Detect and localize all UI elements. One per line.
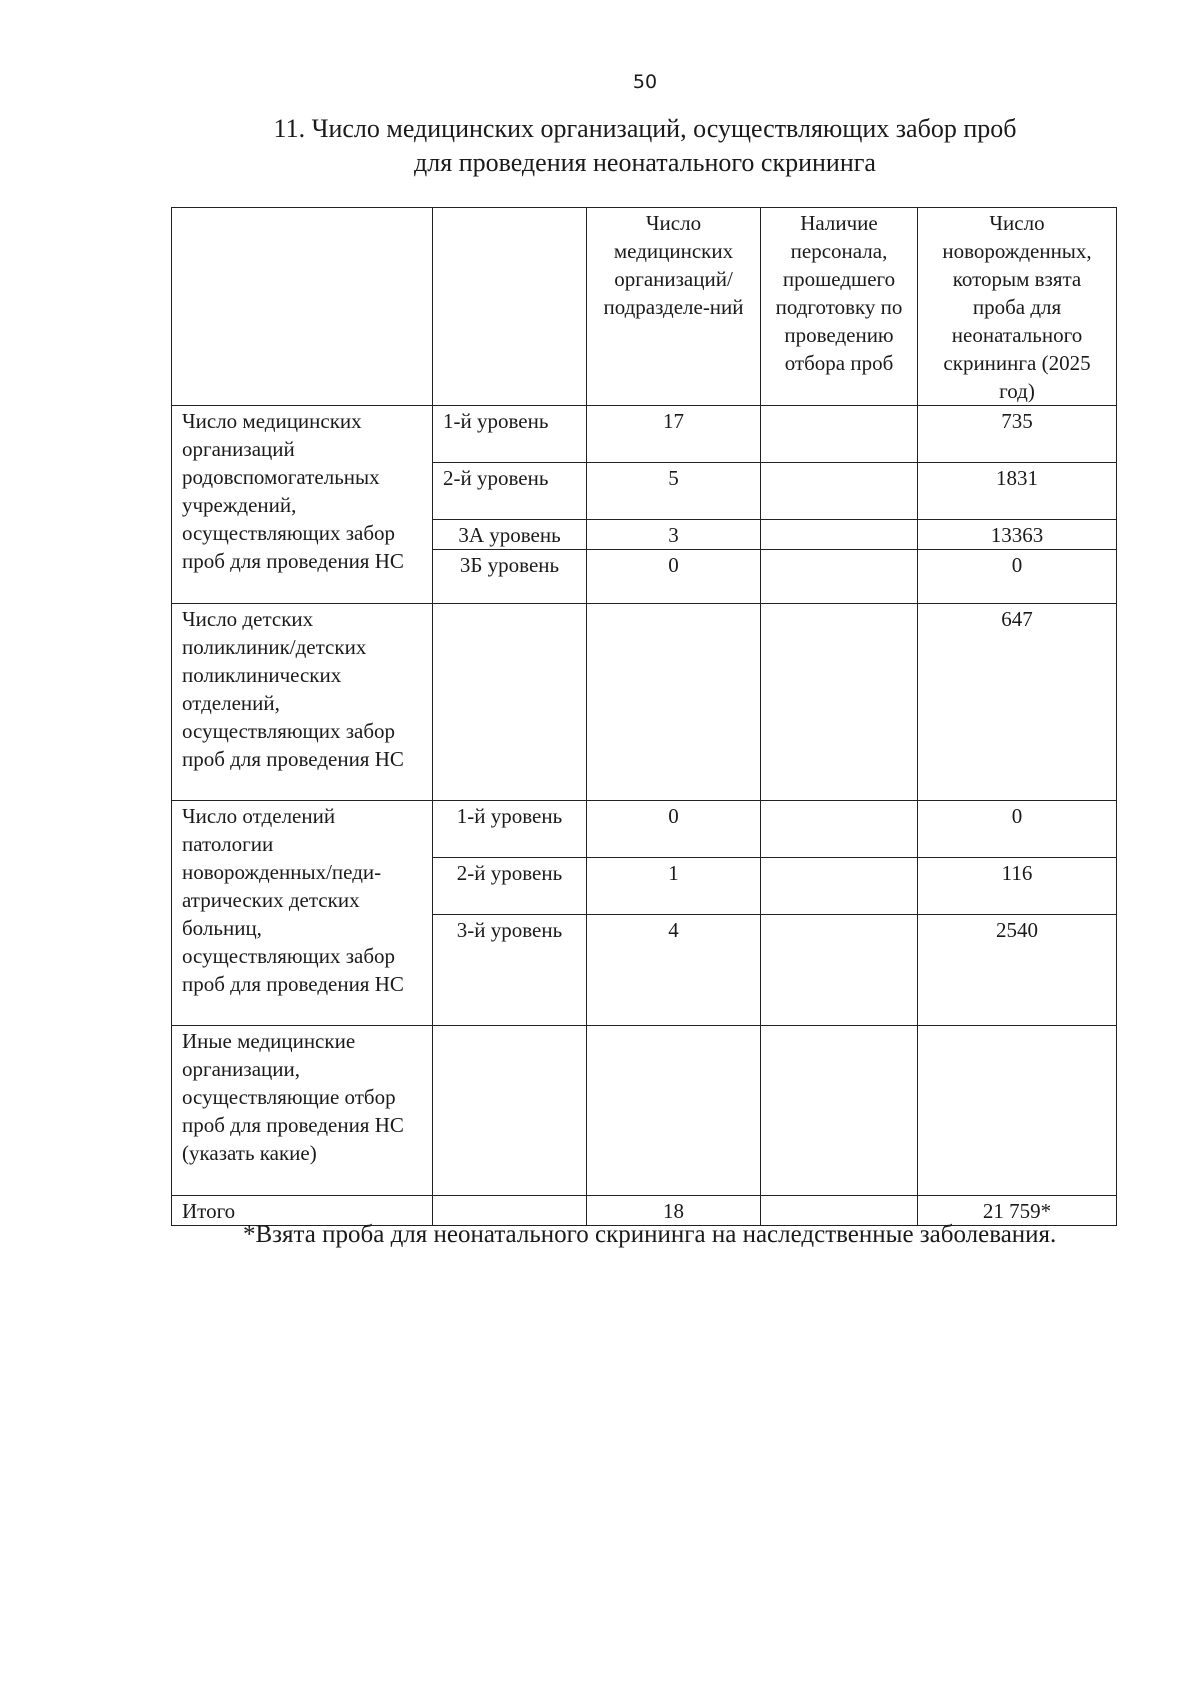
header-newborns-sampled: Число новорожденных, которым взята проба для неонатального скрининга (2025 год) [918,208,1117,406]
table-row [172,604,1117,801]
header-cell-empty-1 [172,208,433,406]
header-row [172,208,1117,406]
group-label-pathology: Число отделений патологии новорожденных/педи-атрических детских больниц, осуществляющих забор проб для проведения НС [172,801,433,1026]
level-cell: 3-й уровень [433,915,587,1026]
table-row [172,1026,1117,1196]
level-cell: 2-й уровень [433,858,587,915]
staff-cell [761,1026,918,1196]
staff-cell [761,858,918,915]
header-trained-staff: Наличие персонала, прошедшего подготовку по проведению отбора проб [761,208,918,406]
level-cell [433,604,587,801]
count-cell: 3 [587,520,761,550]
level-cell: 3А уровень [433,520,587,550]
count-cell: 1 [587,858,761,915]
count-cell: 4 [587,915,761,1026]
header-org-count: Число медицинских организаций/ подразделе-ний [587,208,761,406]
count-cell: 17 [587,406,761,463]
newborns-cell: 13363 [918,520,1117,550]
table-row [172,406,1117,463]
total-label: Итого [172,1196,433,1226]
table-title [150,112,1140,180]
staff-cell [761,463,918,520]
count-cell: 0 [587,801,761,858]
level-cell [433,1026,587,1196]
page-number: 50 [632,71,658,93]
footnote: *Взята проба для неонатального скрининга на наследственные заболевания. [243,1221,1057,1248]
table-row [172,801,1117,858]
header-cell-empty-2 [433,208,587,406]
newborns-cell: 2540 [918,915,1117,1026]
count-cell [587,604,761,801]
newborns-cell: 735 [918,406,1117,463]
total-newborns: 21 759* [918,1196,1117,1226]
group-label-polyclinics: Число детских поликлиник/детских поликлинических отделений, осуществляющих забор проб для проведения НС [172,604,433,801]
newborns-cell: 1831 [918,463,1117,520]
count-cell: 5 [587,463,761,520]
staff-cell [761,550,918,604]
title-line-2: для проведения неонатального скрининга [414,148,876,177]
level-cell: 3Б уровень [433,550,587,604]
count-cell [587,1026,761,1196]
level-cell: 1-й уровень [433,801,587,858]
newborns-cell [918,1026,1117,1196]
total-count: 18 [587,1196,761,1226]
staff-cell [761,604,918,801]
level-cell: 1-й уровень [433,406,587,463]
staff-cell [761,801,918,858]
staff-cell [761,915,918,1026]
newborns-cell: 0 [918,550,1117,604]
group-label-maternity: Число медицинских организаций родовспомогательных учреждений, осуществляющих забор проб для проведения НС [172,406,433,604]
count-cell: 0 [587,550,761,604]
newborns-cell: 116 [918,858,1117,915]
group-label-other: Иные медицинские организации, осуществляющие отбор проб для проведения НС (указать какие) [172,1026,433,1196]
screening-table [171,207,1117,1226]
newborns-cell: 0 [918,801,1117,858]
level-cell: 2-й уровень [433,463,587,520]
staff-cell [761,520,918,550]
title-line-1: 11. Число медицинских организаций, осуществляющих забор проб [273,114,1017,143]
staff-cell [761,406,918,463]
newborns-cell: 647 [918,604,1117,801]
